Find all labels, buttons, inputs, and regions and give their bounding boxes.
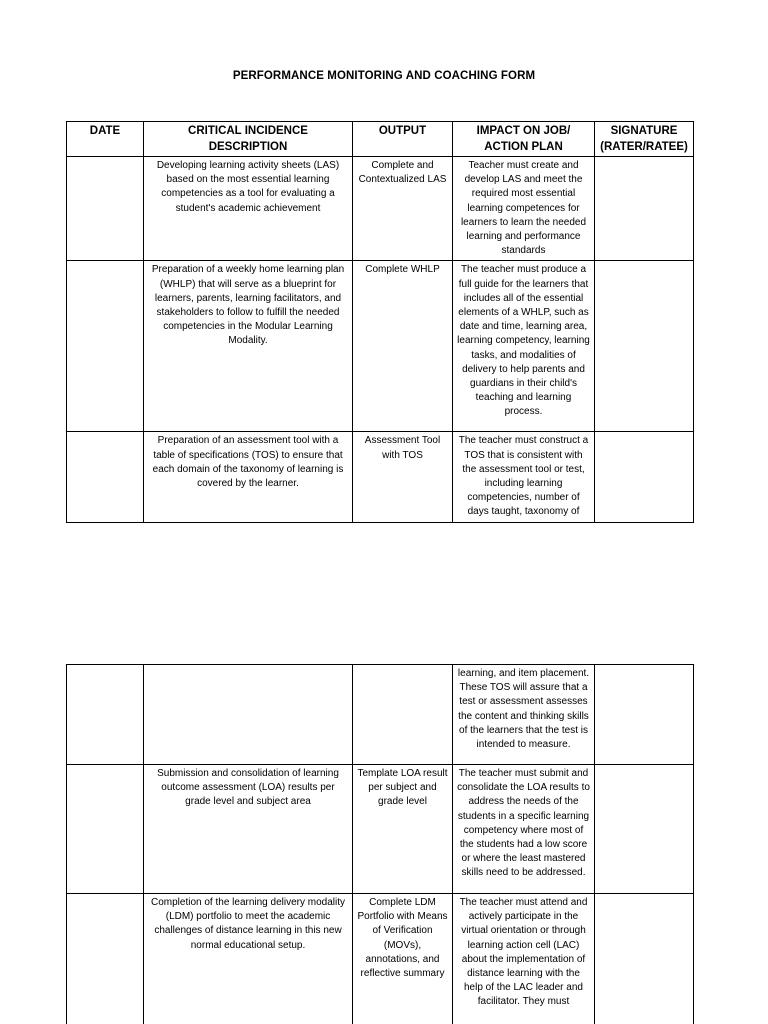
- table-header-row: [67, 122, 694, 157]
- output-cell: Complete and Contextualized LAS: [353, 157, 453, 261]
- signature-cell: [595, 432, 694, 522]
- description-cell: Submission and consolidation of learning outcome assessment (LOA) results per grade level and subject area: [144, 765, 353, 894]
- form-title: PERFORMANCE MONITORING AND COACHING FORM: [232, 70, 536, 82]
- description-cell: Completion of the learning delivery modality (LDM) portfolio to meet the academic challenges of distance learning in this new normal educational setup.: [144, 894, 353, 1024]
- output-cell: Template LOA result per subject and grade level: [353, 765, 453, 894]
- header-signature-line-2: (RATER/RATEE): [600, 141, 688, 153]
- output-cell: Complete WHLP: [353, 261, 453, 432]
- table-row: [67, 765, 694, 894]
- signature-cell: [595, 261, 694, 432]
- impact-cell: Teacher must create and develop LAS and meet the required most essential learning competences for learners to learn the needed learning and performance standards: [453, 157, 595, 261]
- impact-cell: The teacher must submit and consolidate the LOA results to address the needs of the students in a specific learning competency where most of the students had a low score or where the least mastered skills need to be addressed.: [453, 765, 595, 894]
- signature-cell: [595, 765, 694, 894]
- date-cell: [67, 261, 144, 432]
- impact-cell: The teacher must construct a TOS that is consistent with the assessment tool or test, including learning competencies, number of days taught, taxonomy of: [453, 432, 595, 522]
- signature-cell: [595, 894, 694, 1024]
- header-impact: [453, 122, 595, 157]
- coaching-table-page-2: [66, 664, 694, 1024]
- table-row: [67, 665, 694, 765]
- table-row: [67, 432, 694, 522]
- impact-cell: The teacher must produce a full guide for the learners that includes all of the essential elements of a WHLP, such as date and time, learning area, learning competency, learning tasks, and modalities of delivery to help parents and guardians in their child's teaching and learning process.: [453, 261, 595, 432]
- description-cell: Preparation of a weekly home learning plan (WHLP) that will serve as a blueprint for learners, parents, learning facilitators, and stakeholders to follow to fulfill the needed competencies in the Modular Learning Modality.: [144, 261, 353, 432]
- date-cell: [67, 894, 144, 1024]
- header-signature-line-1: SIGNATURE: [610, 125, 678, 137]
- table-row: [67, 157, 694, 261]
- description-cell: [144, 665, 353, 765]
- date-cell: [67, 157, 144, 261]
- impact-cell: learning, and item placement. These TOS will assure that a test or assessment assesses the content and thinking skills of the learners that the test is intended to measure.: [453, 665, 595, 765]
- signature-cell: [595, 157, 694, 261]
- date-cell: [67, 665, 144, 765]
- header-date: DATE: [67, 122, 144, 157]
- output-cell: Complete LDM Portfolio with Means of Verification (MOVs), annotations, and reflective summary: [353, 894, 453, 1024]
- output-cell: [353, 665, 453, 765]
- description-cell: Developing learning activity sheets (LAS) based on the most essential learning competencies as a tool for evaluating a student's academic achievement: [144, 157, 353, 261]
- date-cell: [67, 765, 144, 894]
- signature-cell: [595, 665, 694, 765]
- output-cell: Assessment Tool with TOS: [353, 432, 453, 522]
- coaching-table-page-1: [66, 121, 694, 523]
- header-output: OUTPUT: [353, 122, 453, 157]
- impact-cell: The teacher must attend and actively participate in the virtual orientation or through learning action cell (LAC) about the implementation of distance learning with the help of the LAC leader and facilitator. They must: [453, 894, 595, 1024]
- table-row: [67, 894, 694, 1024]
- table-row: [67, 261, 694, 432]
- header-critical-incidence: CRITICAL INCIDENCE DESCRIPTION: [144, 122, 353, 157]
- header-impact-line-1: IMPACT ON JOB/: [476, 125, 571, 137]
- date-cell: [67, 432, 144, 522]
- header-impact-line-2: ACTION PLAN: [484, 141, 563, 153]
- description-cell: Preparation of an assessment tool with a table of specifications (TOS) to ensure that each domain of the taxonomy of learning is covered by the learner.: [144, 432, 353, 522]
- header-signature: [595, 122, 694, 157]
